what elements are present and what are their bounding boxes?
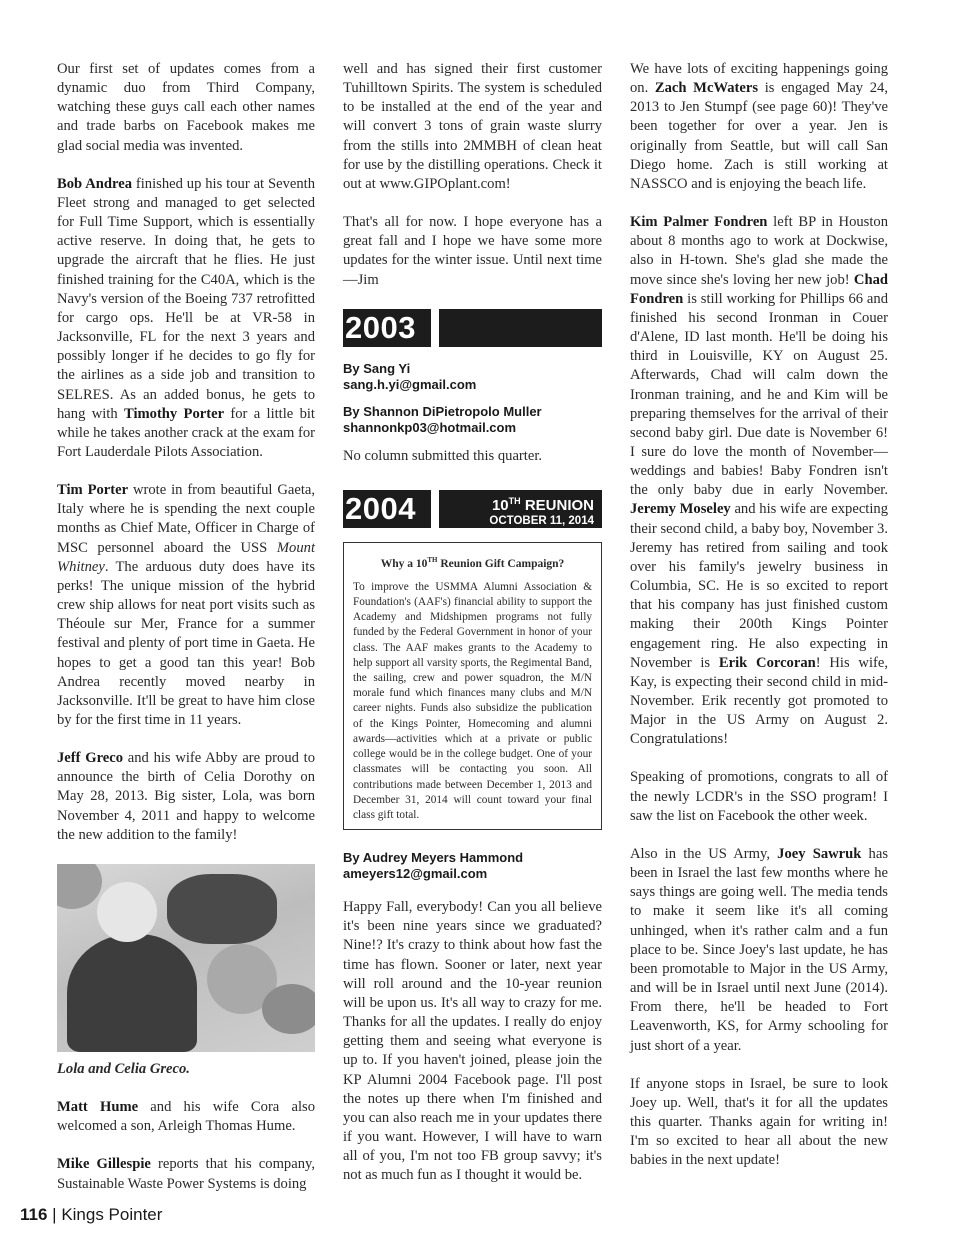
byline-2003-1: By Sang Yi sang.h.yi@gmail.com	[343, 361, 602, 393]
footer-divider: |	[47, 1205, 62, 1224]
gift-campaign-box	[343, 542, 602, 830]
email-link[interactable]: ameyers12@gmail.com	[343, 866, 488, 882]
header-divider	[431, 490, 439, 528]
fondren-paragraph: Kim Palmer Fondren left BP in Houston about 8 months ago to work at Dockwise, also in H-town. She's glad she made the move since she's loving her new job! Chad Fondren is still working for Phillips 66 and finished his second Ironman in Couer d'Alene, ID last month. He'll be doing his third in Louisville, KY on August 25. Afterwards, Chad will calm down the Ironman training, and he and Kim will be preparing themselves for the arrival of their second baby girl. Due date is November 6! I sure do love the month of November—weddings and babies! Baby Fondren isn't the only baby due in early November. Jeremy Moseley and his wife are expecting their second child, a baby boy, November 3. Jeremy has retired from sailing and took over his family's jewelry business in Columbia, SC. He is so excited to report that his company has just finished custom making their 200th Kings Pointer engagement ring. He also expecting in November is Erik Corcoran! His wife, Kay, is expecting their second child in mid-November. Erik recently got promoted to Major in the US Army on August 2. Congratulations!	[630, 214, 888, 748]
happy-fall-paragraph: Happy Fall, everybody! Can you all believe it's been nine years since we graduated? Nine!? It's crazy to think about how fast the time has flown. Sooner or later, next year will roll around and the 10-year reunion will be upon us. It's all way to crazy for me. Thanks for all the updates. I really do enjoy getting them and seeing what everyone is up to. If you haven't joined, please join the KP Alumni 2004 Facebook page. I'll post the notes up there when I'm finished and you can also reach me in your updates there if you want. However, I will have to warn all of you, I'm not too FB group savvy; it's not as much fun as I thought it would be.	[343, 899, 602, 1184]
email-link[interactable]: sang.h.yi@gmail.com	[343, 376, 477, 392]
bob-andrea-paragraph: Bob Andrea finished up his tour at Seventh Fleet strong and managed to get selected for Full Time Support, which is essentially active reserve. In doing that, he gets to upgrade the aircraft that he flies. He just finished training for the C40A, which is the Navy's version of the Boeing 737 retrofitted for cargo ops. He'll be at VR-58 in Jacksonville, FL for the next 3 years and possibly longer if he decides to go fly for the airlines as a side job and transition to SELRES. As an added bonus, he gets to hang with Timothy Porter for a little bit while he takes another crack at the exam for Fort Lauderdale Pilots Association.	[57, 175, 316, 460]
byline-2003-2: By Shannon DiPietropolo Muller shannonkp03@hotmail.com	[343, 404, 602, 436]
tim-porter-paragraph: Tim Porter wrote in from beautiful Gaeta, Italy where he is spending the next couple months as Chief Mate, Officer in Charge of MSC personnel aboard the USS Mount Whitney. The arduous duty does have its perks! The unique mission of the hybrid crew ship allows for neat port visits such as Théoule sur Mer, France for a summer festival and plenty of port time in Gaeta. He hopes to get a good tan this year! Bob Andrea recently moved nearby in Jacksonville. It'll be great to have him close by for the first time in 11 years.	[57, 482, 315, 728]
gillespie-continued-paragraph: well and has signed their first customer Tuhilltown Spirits. The system is scheduled to be installed at the end of the year and will convert 3 tons of grain waste slurry from the stills into 2MMBH of clean heat for use by the distilling operations. Check it out at www.GIPOplant.com!	[343, 61, 602, 192]
jeff-greco-paragraph: Jeff Greco and his wife Abby are proud to announce the birth of Celia Dorothy on May 28, 2013. Big sister, Lola, was born November 4, 2011 and happy to welcome the new addition to the family!	[57, 750, 315, 843]
reunion-banner: 10TH REUNION OCTOBER 11, 2014	[489, 495, 594, 527]
year-label: 2004	[345, 490, 416, 526]
matt-hume-paragraph: Matt Hume and his wife Cora also welcomed a son, Arleigh Thomas Hume.	[57, 1099, 315, 1135]
promotions-paragraph: Speaking of promotions, congrats to all of the newly LCDR's in the SSO program! I saw the list on Facebook the other week.	[630, 769, 888, 824]
intro-paragraph: Our first set of updates comes from a dynamic duo from Third Company, watching these guys call each other names and trade barbs on Facebook makes me glad social media was invented.	[57, 61, 315, 154]
greco-children-photo	[57, 864, 315, 1052]
joey-sawruk-paragraph: Also in the US Army, Joey Sawruk has been in Israel the last few months where he says things are going well. The media tends to make it seem like it's all coming unhinged, when it's rather calm and a fun place to be. Since Joey's last update, he has been promotable to Major in the US Army, and will be in Israel until next June (2014). From there, he'll be headed to Fort Leavenworth, KS, for Army schooling for just short of a year.	[630, 845, 888, 1054]
mike-gillespie-paragraph: Mike Gillespie reports that his company, Sustainable Waste Power Systems is doing	[57, 1156, 315, 1192]
signoff-paragraph: That's all for now. I hope everyone has a great fall and I hope we have some more updates for the winter issue. Until next time—Jim	[343, 214, 602, 288]
column-1	[57, 60, 315, 1213]
year-header-2004	[343, 490, 602, 528]
publication-name: Kings Pointer	[61, 1205, 163, 1224]
column-2	[343, 60, 602, 1204]
page-footer	[20, 1205, 162, 1225]
no-column-note: No column submitted this quarter.	[343, 447, 543, 464]
closing-paragraph: If anyone stops in Israel, be sure to look Joey up. Well, that's it for all the updates this quarter. Thanks again for writing in! I'm so excited to hear all about the new babies in the next update!	[630, 1075, 888, 1169]
header-divider	[431, 309, 439, 347]
email-link[interactable]: shannonkp03@hotmail.com	[343, 419, 517, 435]
page-number: 116	[20, 1205, 48, 1224]
gift-campaign-body: To improve the USMMA Alumni Association & Foundation's (AAF's) financial ability to support the Academy and Midshipmen programs not fully funded by the Federal Government in honor of your class. The AAF makes grants to the Academy to help support all varsity sports, the Regimental Band, the sailing, crew and power squadron, the M/N morale fund which finances many clubs and M/N career nights. Funds also subsidize the publication of the Kings Pointer, Homecoming and alumni awards—activities which at a private or public college would be in the college budget. One of your classmates will be contacting you soon. All contributions made between December 1, 2013 and December 31, 2014 will count toward your final class gift total.	[353, 580, 592, 821]
year-header-2003	[343, 309, 602, 347]
column-3	[630, 60, 888, 1189]
zach-mcwaters-paragraph: We have lots of exciting happenings going on. Zach McWaters is engaged May 24, 2013 to Jen Stumpf (see page 60)! They've been together for over a year. Jen is originally from Seattle, but will call San Diego home. Zach is still working at NASSCO and is enjoying the beach life.	[630, 61, 889, 192]
byline-2004: By Audrey Meyers Hammond ameyers12@gmail.com	[343, 850, 602, 882]
year-label: 2003	[345, 309, 416, 345]
gift-campaign-title: Why a 10TH Reunion Gift Campaign?	[380, 555, 565, 570]
photo-caption: Lola and Celia Greco.	[57, 1060, 190, 1077]
